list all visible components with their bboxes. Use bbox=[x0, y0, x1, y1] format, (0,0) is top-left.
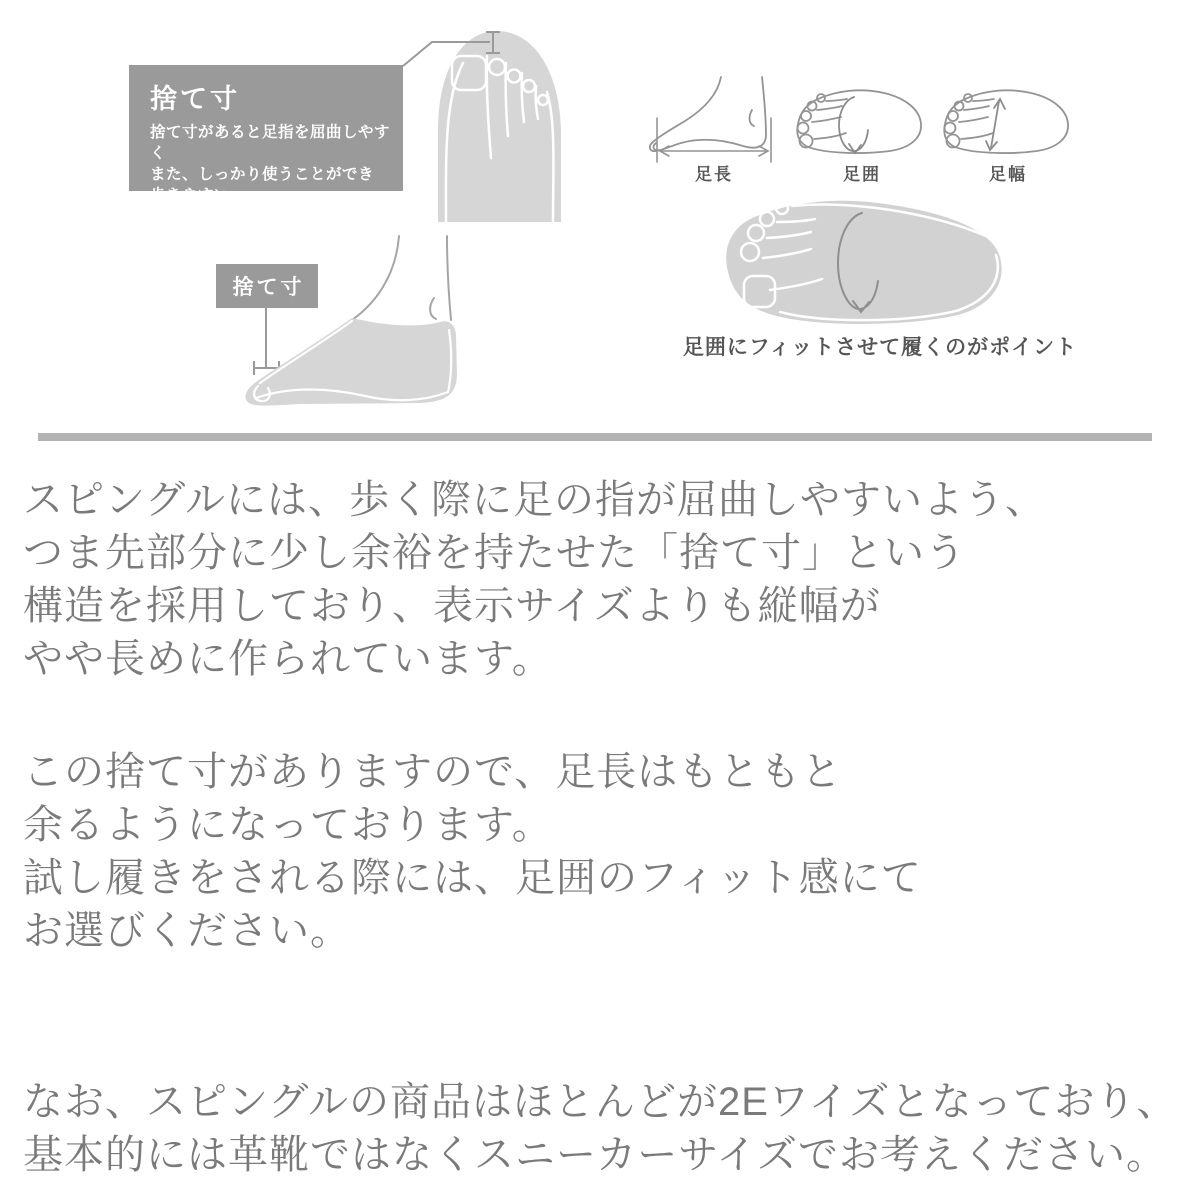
text-line: やや長めに作られています。 bbox=[23, 637, 553, 681]
description-paragraph-2 bbox=[23, 746, 922, 958]
sutesun-measure-mark bbox=[254, 308, 279, 375]
sutesun-callout-box bbox=[129, 65, 403, 204]
sutesun-small-label: 捨て寸 bbox=[216, 264, 318, 308]
foot-width-label: 足幅 bbox=[989, 165, 1027, 184]
text-line: お選びください。 bbox=[23, 909, 351, 953]
foot-top-view-illustration bbox=[438, 31, 561, 222]
foot-length-label: 足長 bbox=[695, 165, 733, 184]
text-line: なお、スピングルの商品はほとんどが2Eワイズとなっており、 bbox=[23, 1080, 1178, 1124]
fit-point-caption: 足囲にフィットさせて履くのがポイント bbox=[682, 336, 1078, 359]
callout-text-line: 歩きやすい。 bbox=[150, 187, 247, 204]
sutesun-callout-title: 捨て寸 bbox=[150, 84, 240, 114]
text-line: 試し履きをされる際には、足囲のフィット感にて bbox=[23, 856, 922, 900]
text-line: この捨て寸がありますので、足長はもともと bbox=[23, 750, 843, 794]
foot-side-view-illustration bbox=[245, 236, 457, 406]
description-paragraph-3 bbox=[23, 1076, 1177, 1182]
text-line: 構造を採用しており、表示サイズよりも縦幅が bbox=[23, 584, 881, 628]
callout-text-line: また、しっかり使うことができ bbox=[150, 166, 375, 183]
foot-girth-label: 足囲 bbox=[843, 165, 881, 184]
text-line: 余るようになっております。 bbox=[23, 803, 553, 847]
section-divider bbox=[38, 433, 1152, 441]
text-line: 基本的には革靴ではなくスニーカーサイズでお考えください。 bbox=[23, 1133, 1167, 1177]
foot-girth-diagram bbox=[797, 90, 921, 153]
foot-length-diagram bbox=[650, 77, 771, 162]
text-line: スピングルには、歩く際に足の指が屈曲しやすいよう、 bbox=[23, 478, 1046, 522]
sutesun-callout-body bbox=[150, 122, 403, 206]
description-paragraph-1 bbox=[23, 474, 1046, 686]
foot-girth-fit-illustration bbox=[726, 201, 1001, 324]
text-line: つま先部分に少し余裕を持たせた「捨て寸」という bbox=[23, 531, 966, 575]
foot-width-diagram bbox=[944, 90, 1068, 153]
callout-text-line: 捨て寸があると足指を屈曲しやすく bbox=[150, 124, 391, 162]
